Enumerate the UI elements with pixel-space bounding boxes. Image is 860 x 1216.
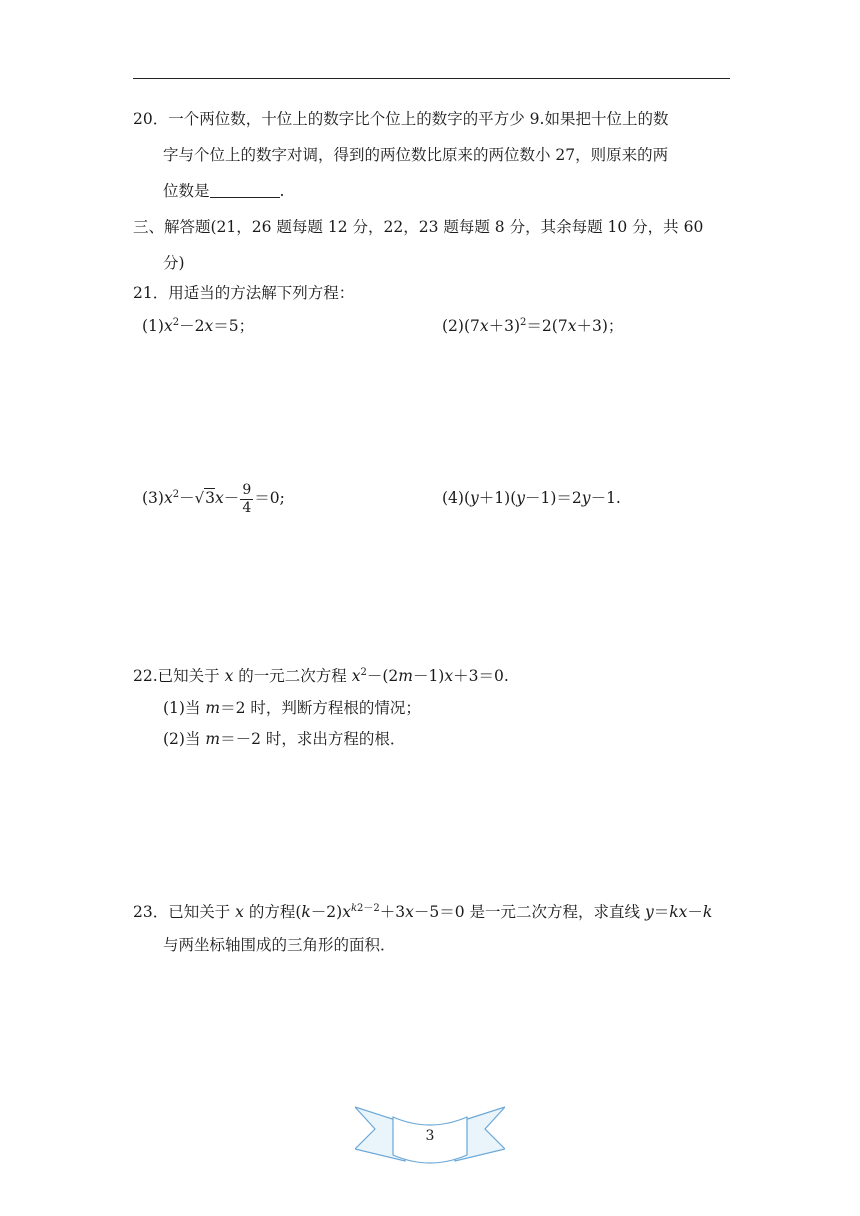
q21-eq-4: (4)(y＋1)(y－1)＝2y－1. bbox=[442, 489, 621, 507]
fraction-nine-quarters: $\frac{9}{4}$ bbox=[242, 481, 252, 516]
q22-title: 22.已知关于 x 的一元二次方程 $x^2-(2m-1)x+3=0$. bbox=[133, 667, 509, 685]
page-number: 3 bbox=[425, 1128, 435, 1144]
q21-eq-2: $(2)(7x+3)^2=2(7x+3)$； bbox=[442, 317, 624, 335]
q21-title: 21．用适当的方法解下列方程： bbox=[133, 284, 355, 302]
q20-line-2: 字与个位上的数字对调，得到的两位数比原来的两位数小 27，则原来的两 bbox=[163, 146, 669, 164]
section-3-line-2: 分) bbox=[163, 254, 185, 272]
q22-part-1: (1)当 m＝2 时，判断方程根的情况； bbox=[163, 699, 421, 717]
q20-line-3: 位数是 . bbox=[133, 173, 733, 209]
header-rule bbox=[133, 78, 730, 79]
section-3-line-1: 三、解答题(21，26 题每题 12 分，22，23 题每题 8 分，其余每题 10 分，共 60 bbox=[133, 218, 704, 236]
section-3-heading bbox=[133, 209, 733, 281]
q21-eq-3: $(3)x^2-√3x-$ $\frac{9}{4}$ ＝0; bbox=[142, 481, 285, 516]
q22-part-2: (2)当 m＝－2 时，求出方程的根． bbox=[163, 730, 406, 748]
q23-line-1: 23．已知关于 x 的方程$(k-2)x^{k2-2}+3x-5=0$ 是一元二次方程，求直线 y＝kx－k bbox=[133, 903, 713, 921]
q20-line-1: 20．一个两位数，十位上的数字比个位上的数字的平方少 9.如果把十位上的数 bbox=[133, 110, 669, 128]
answer-blank bbox=[210, 179, 280, 198]
q23-line-2: 与两坐标轴围成的三角形的面积． bbox=[163, 936, 396, 954]
q21-eq-1: $(1)x^2-2x=5$； bbox=[142, 317, 255, 335]
question-20 bbox=[133, 101, 733, 209]
